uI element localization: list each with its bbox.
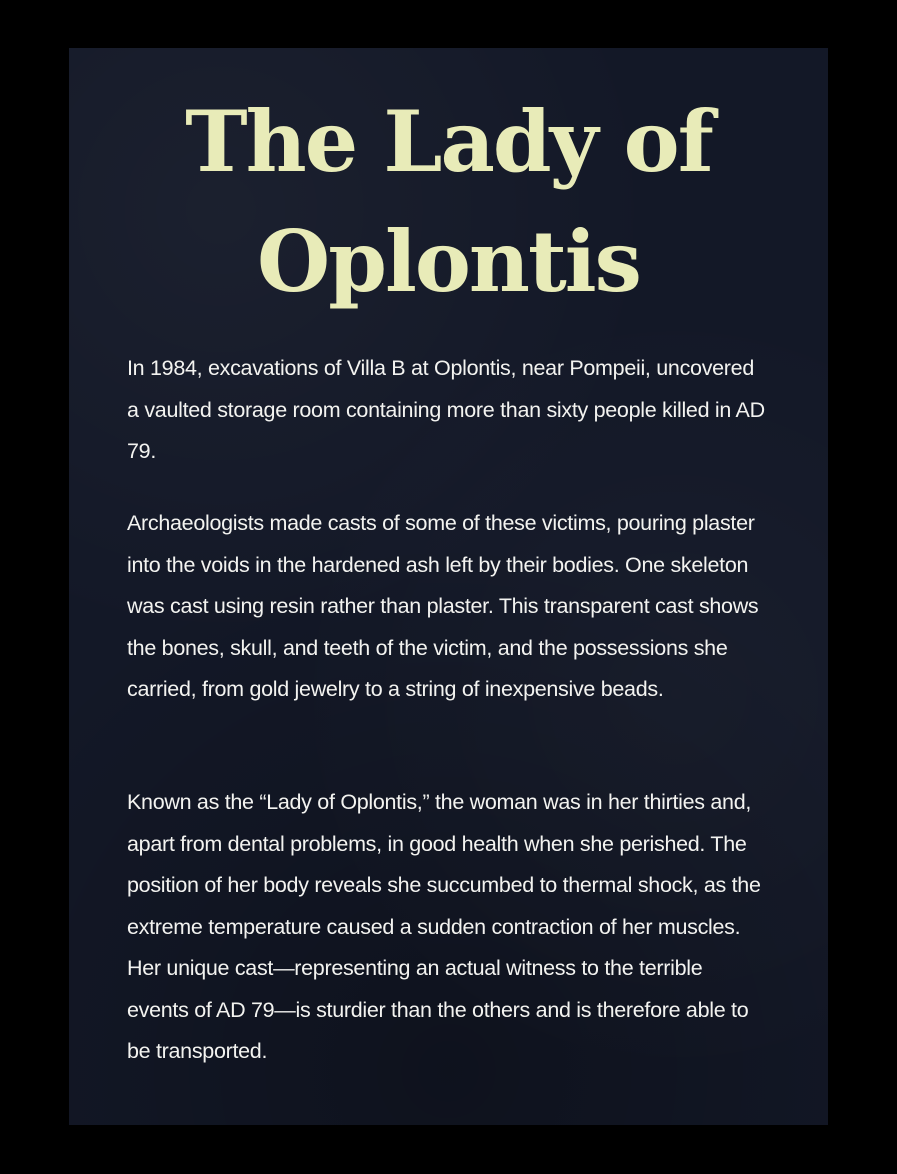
- museum-label-panel: [69, 48, 828, 1125]
- paragraph-excavation: In 1984, excavations of Villa B at Oplontis, near Pompeii, uncovered a vaulted storage room containing more than sixty people killed in AD 79.: [127, 356, 765, 463]
- title-line-1: The Lady of: [185, 92, 712, 191]
- paragraph-casts: Archaeologists made casts of some of these victims, pouring plaster into the voids in the hardened ash left by their bodies. One skeleton was cast using resin rather than plaster. This transparent cast shows the bones, skull, and teeth of the victim, and the possessions she carried, from gold jewelry to a string of inexpensive beads.: [127, 511, 759, 701]
- title-line-2: Oplontis: [257, 212, 640, 311]
- paragraph-lady: Known as the “Lady of Oplontis,” the woman was in her thirties and, apart from dental problems, in good health when she perished. The position of her body reveals she succumbed to thermal shock, as the extreme temperature caused a sudden contraction of her muscles. Her unique cast—representing an actual witness to the terrible events of AD 79—is sturdier than the others and is therefore able to be transported.: [127, 790, 761, 1063]
